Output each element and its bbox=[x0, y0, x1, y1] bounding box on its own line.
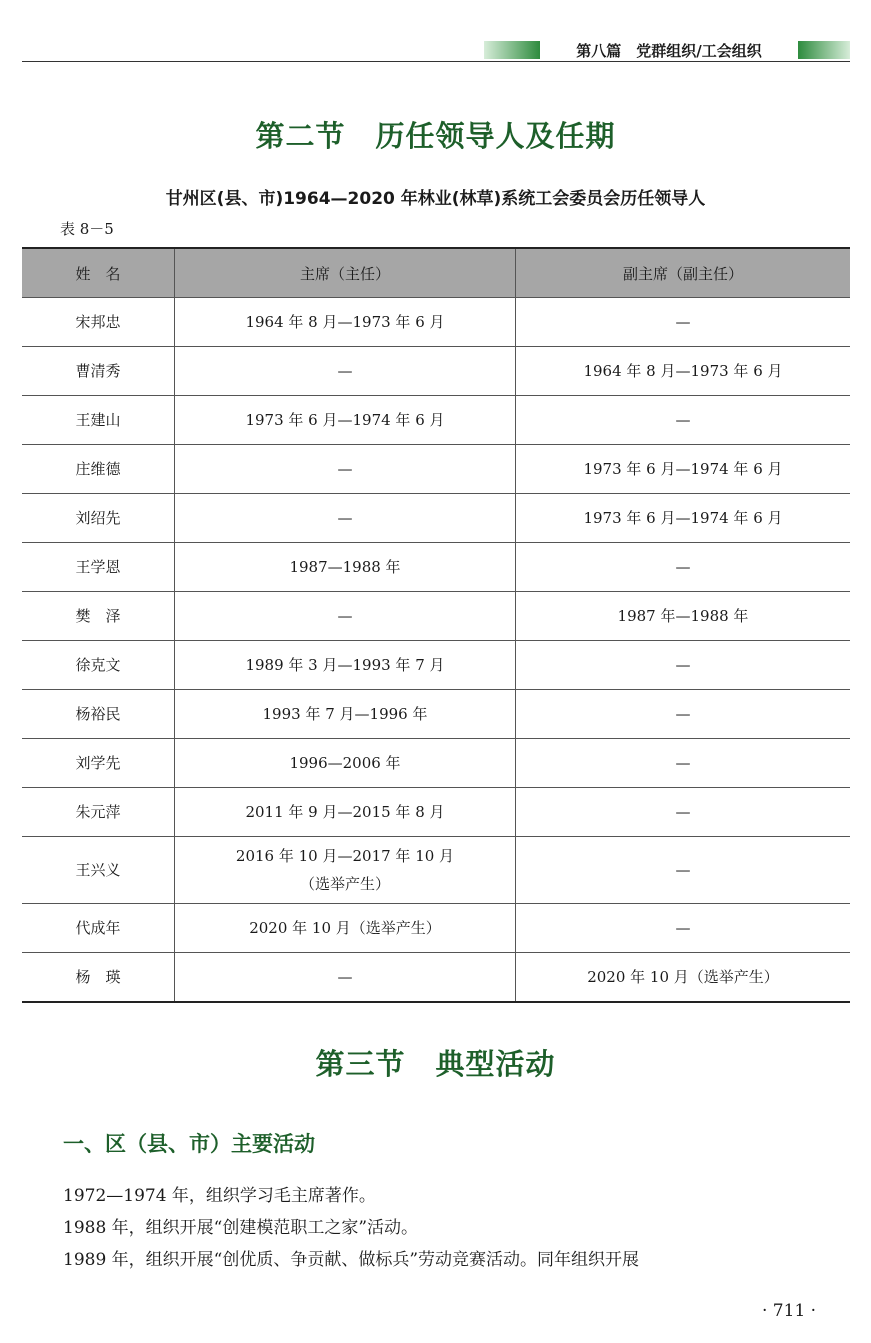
table-row bbox=[22, 953, 850, 1003]
chair-term-text: 2011 年 9 月—2015 年 8 月 bbox=[245, 803, 445, 821]
table-row bbox=[22, 298, 850, 347]
cell-vice-chair-term: — bbox=[516, 690, 851, 739]
chair-term-text: — bbox=[337, 968, 353, 986]
cell-chair-term bbox=[175, 347, 516, 396]
table-header-row bbox=[22, 248, 850, 298]
cell-chair-term bbox=[175, 396, 516, 445]
cell-name: 徐克文 bbox=[22, 641, 175, 690]
cell-vice-chair-term: — bbox=[516, 739, 851, 788]
cell-name: 刘绍先 bbox=[22, 494, 175, 543]
table-row bbox=[22, 592, 850, 641]
cell-vice-chair-term: 1987 年—1988 年 bbox=[516, 592, 851, 641]
leaders-table bbox=[22, 247, 850, 1003]
cell-vice-chair-term: — bbox=[516, 788, 851, 837]
running-title: 第八篇 党群组织/工会组织 bbox=[576, 41, 762, 60]
chair-term-text: 1993 年 7 月—1996 年 bbox=[262, 705, 428, 723]
chair-term-text: 1989 年 3 月—1993 年 7 月 bbox=[245, 656, 445, 674]
chair-term-text: 2016 年 10 月—2017 年 10 月 bbox=[235, 847, 455, 865]
table-row bbox=[22, 690, 850, 739]
cell-name: 王学恩 bbox=[22, 543, 175, 592]
cell-vice-chair-term: — bbox=[516, 298, 851, 347]
cell-name: 王兴义 bbox=[22, 837, 175, 904]
cell-vice-chair-term: — bbox=[516, 837, 851, 904]
chair-term-text: 1987—1988 年 bbox=[289, 558, 401, 576]
cell-vice-chair-term: 1973 年 6 月—1974 年 6 月 bbox=[516, 494, 851, 543]
header-rule bbox=[22, 61, 850, 62]
cell-vice-chair-term: — bbox=[516, 396, 851, 445]
cell-vice-chair-term: — bbox=[516, 641, 851, 690]
column-header-name: 姓 名 bbox=[22, 248, 175, 298]
table-row bbox=[22, 788, 850, 837]
cell-name: 庄维德 bbox=[22, 445, 175, 494]
subsection-heading: 一、区（县、市）主要活动 bbox=[63, 1132, 315, 1156]
cell-name: 朱元萍 bbox=[22, 788, 175, 837]
chair-term-text: 1996—2006 年 bbox=[289, 754, 401, 772]
chair-term-text: 2020 年 10 月（选举产生） bbox=[249, 919, 441, 937]
cell-chair-term bbox=[175, 837, 516, 904]
cell-name: 王建山 bbox=[22, 396, 175, 445]
paragraph-line: 1989 年，组织开展“创优质、争贡献、做标兵”劳动竞赛活动。同年组织开展 bbox=[63, 1250, 640, 1270]
cell-vice-chair-term: — bbox=[516, 904, 851, 953]
cell-name: 杨裕民 bbox=[22, 690, 175, 739]
running-header bbox=[484, 40, 850, 60]
cell-name: 樊 泽 bbox=[22, 592, 175, 641]
chair-term-text: — bbox=[337, 362, 353, 380]
section-3-title: 第三节 典型活动 bbox=[315, 1047, 556, 1081]
cell-chair-term bbox=[175, 641, 516, 690]
chair-term-text: 1964 年 8 月—1973 年 6 月 bbox=[245, 313, 445, 331]
cell-chair-term bbox=[175, 739, 516, 788]
paragraph-line: 1972—1974 年，组织学习毛主席著作。 bbox=[63, 1186, 376, 1206]
table-row bbox=[22, 739, 850, 788]
cell-name: 杨 瑛 bbox=[22, 953, 175, 1003]
cell-chair-term bbox=[175, 592, 516, 641]
page-number: · 711 · bbox=[762, 1301, 817, 1321]
cell-chair-term bbox=[175, 298, 516, 347]
table-number: 表 8－5 bbox=[60, 220, 114, 238]
column-header-chair: 主席（主任） bbox=[175, 248, 516, 298]
cell-chair-term bbox=[175, 445, 516, 494]
table-row bbox=[22, 494, 850, 543]
cell-chair-term bbox=[175, 904, 516, 953]
cell-chair-term bbox=[175, 543, 516, 592]
table-row bbox=[22, 641, 850, 690]
table-row bbox=[22, 445, 850, 494]
cell-chair-term bbox=[175, 494, 516, 543]
cell-vice-chair-term: 2020 年 10 月（选举产生） bbox=[516, 953, 851, 1003]
cell-name: 刘学先 bbox=[22, 739, 175, 788]
table-row bbox=[22, 396, 850, 445]
cell-chair-term bbox=[175, 953, 516, 1003]
paragraph-line: 1988 年，组织开展“创建模范职工之家”活动。 bbox=[63, 1218, 419, 1238]
cell-name: 曹清秀 bbox=[22, 347, 175, 396]
table-row bbox=[22, 837, 850, 904]
table-row bbox=[22, 543, 850, 592]
cell-chair-term bbox=[175, 788, 516, 837]
header-decor-right bbox=[798, 41, 850, 59]
cell-name: 代成年 bbox=[22, 904, 175, 953]
column-header-vice-chair: 副主席（副主任） bbox=[516, 248, 851, 298]
table-title: 甘州区(县、市)1964—2020 年林业(林草)系统工会委员会历任领导人 bbox=[165, 189, 706, 209]
chair-term-text: 1973 年 6 月—1974 年 6 月 bbox=[245, 411, 445, 429]
cell-chair-term bbox=[175, 690, 516, 739]
chair-term-note: （选举产生） bbox=[299, 875, 390, 893]
chair-term-text: — bbox=[337, 607, 353, 625]
section-2-title: 第二节 历任领导人及任期 bbox=[255, 119, 616, 153]
table-row bbox=[22, 904, 850, 953]
header-decor-left bbox=[484, 41, 540, 59]
cell-vice-chair-term: — bbox=[516, 543, 851, 592]
chair-term-text: — bbox=[337, 509, 353, 527]
cell-name: 宋邦忠 bbox=[22, 298, 175, 347]
cell-vice-chair-term: 1973 年 6 月—1974 年 6 月 bbox=[516, 445, 851, 494]
chair-term-text: — bbox=[337, 460, 353, 478]
table-row bbox=[22, 347, 850, 396]
cell-vice-chair-term: 1964 年 8 月—1973 年 6 月 bbox=[516, 347, 851, 396]
